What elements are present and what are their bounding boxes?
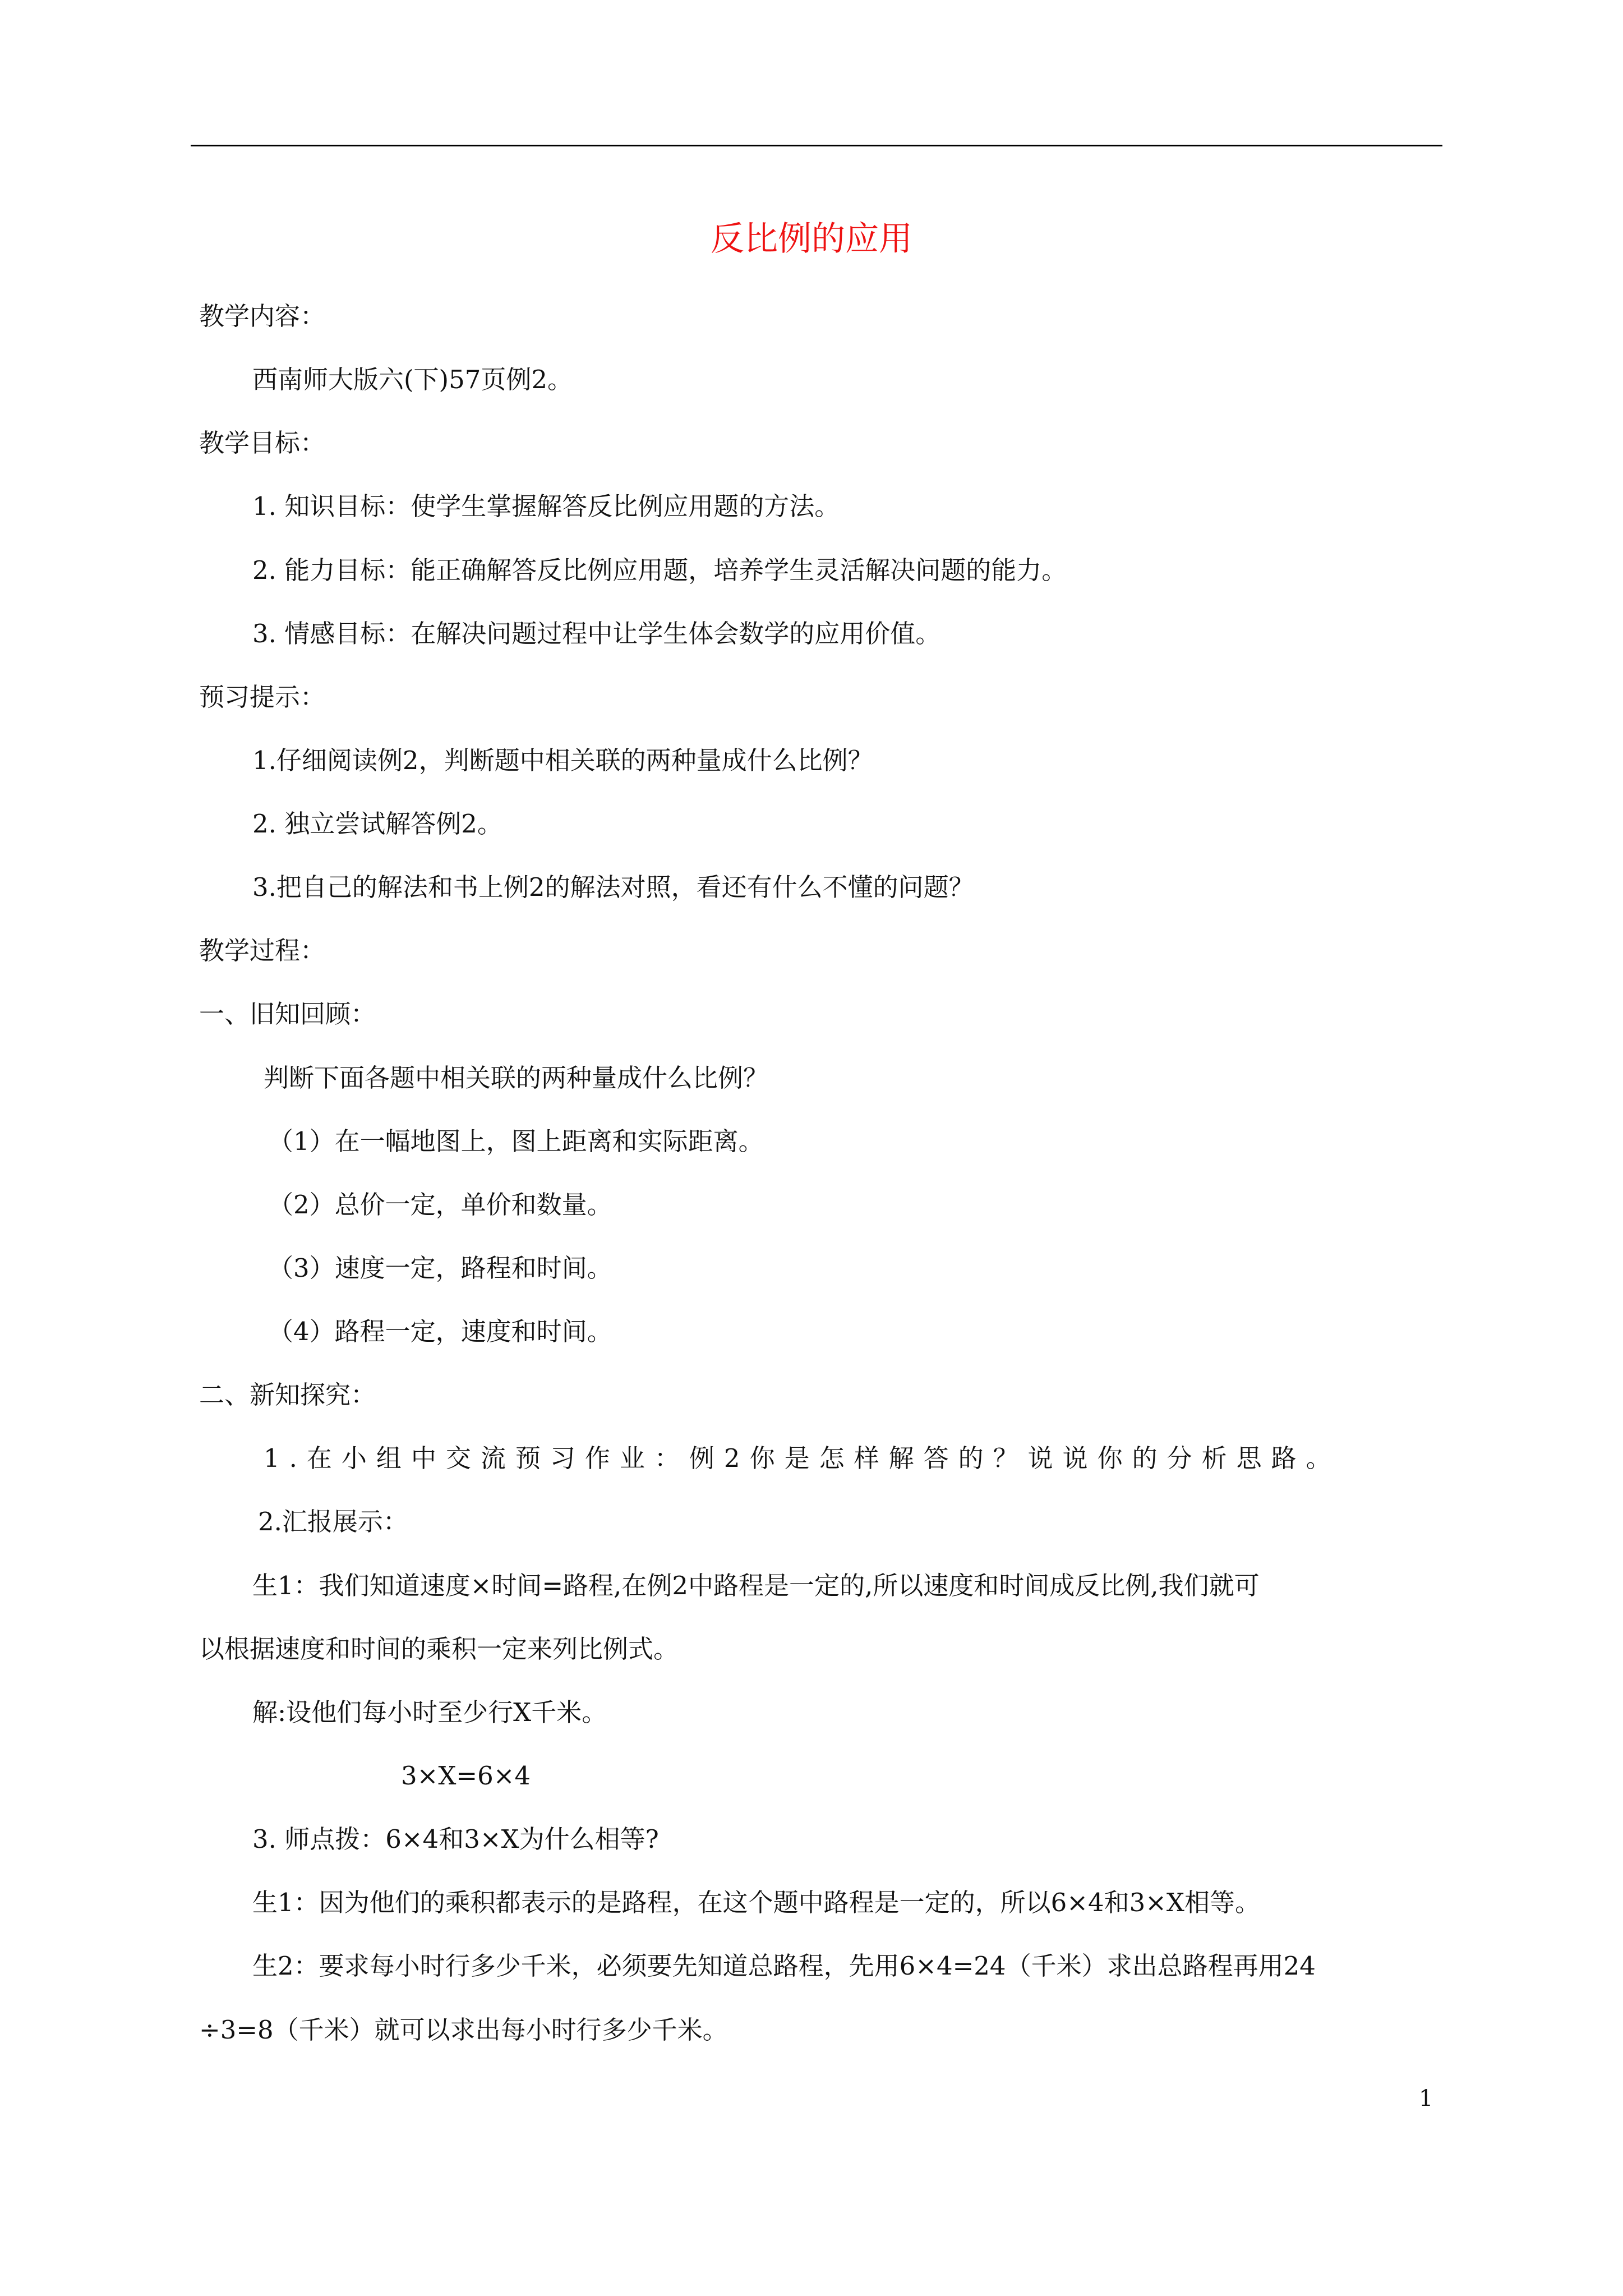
review-item-4: （4）路程一定，速度和时间。 xyxy=(268,1317,612,1346)
review-item-1: （1）在一幅地图上，图上距离和实际距离。 xyxy=(268,1126,764,1156)
heading-preview: 预习提示： xyxy=(199,682,326,712)
review-item-2: （2）总价一定，单价和数量。 xyxy=(268,1190,612,1220)
preview-item-2: 2. 独立尝试解答例2。 xyxy=(252,809,502,839)
goal-item-1: 1. 知识目标：使学生掌握解答反比例应用题的方法。 xyxy=(252,491,840,521)
review-prompt: 判断下面各题中相关联的两种量成什么比例？ xyxy=(264,1063,769,1093)
section-review: 一、旧知回顾： xyxy=(199,999,376,1029)
teacher-hint: 3. 师点拨：6×4和3×X为什么相等? xyxy=(252,1824,659,1854)
student1-answer-line2: 以根据速度和时间的乘积一定来列比例式。 xyxy=(199,1634,679,1664)
solution-equation: 3×X=6×4 xyxy=(401,1761,531,1791)
heading-goals: 教学目标： xyxy=(199,428,326,458)
review-item-3: （3）速度一定，路程和时间。 xyxy=(268,1253,612,1283)
heading-content: 教学内容： xyxy=(199,301,326,331)
page-number: 1 xyxy=(1419,2086,1433,2111)
student2-explanation-line2: ÷3=8（千米）就可以求出每小时行多少千米。 xyxy=(199,2015,728,2045)
heading-process: 教学过程： xyxy=(199,936,326,965)
student1-explanation: 生1：因为他们的乘积都表示的是路程，在这个题中路程是一定的，所以6×4和3×X相等。 xyxy=(252,1888,1260,1917)
preview-item-3: 3.把自己的解法和书上例2的解法对照，看还有什么不懂的问题？ xyxy=(252,872,974,902)
solution-setup: 解:设他们每小时至少行X千米。 xyxy=(252,1697,607,1727)
header-rule xyxy=(191,145,1442,146)
explore-item-1: 1.在小组中交流预习作业：例2你是怎样解答的？说说你的分析思路。 xyxy=(264,1443,1341,1473)
goal-item-2: 2. 能力目标：能正确解答反比例应用题，培养学生灵活解决问题的能力。 xyxy=(252,555,1067,585)
section-explore: 二、新知探究： xyxy=(199,1380,376,1410)
explore-item-2: 2.汇报展示： xyxy=(258,1507,408,1536)
page-title: 反比例的应用 xyxy=(711,219,912,259)
student1-answer-line1: 生1：我们知道速度×时间=路程,在例2中路程是一定的,所以速度和时间成反比例,我们就可 xyxy=(252,1571,1260,1600)
preview-item-1: 1.仔细阅读例2，判断题中相关联的两种量成什么比例？ xyxy=(252,746,873,775)
goal-item-3: 3. 情感目标：在解决问题过程中让学生体会数学的应用价值。 xyxy=(252,619,941,648)
student2-explanation-line1: 生2：要求每小时行多少千米，必须要先知道总路程，先用6×4=24（千米）求出总路程再用24 xyxy=(252,1951,1316,1981)
content-text: 西南师大版六(下)57页例2。 xyxy=(252,365,573,394)
